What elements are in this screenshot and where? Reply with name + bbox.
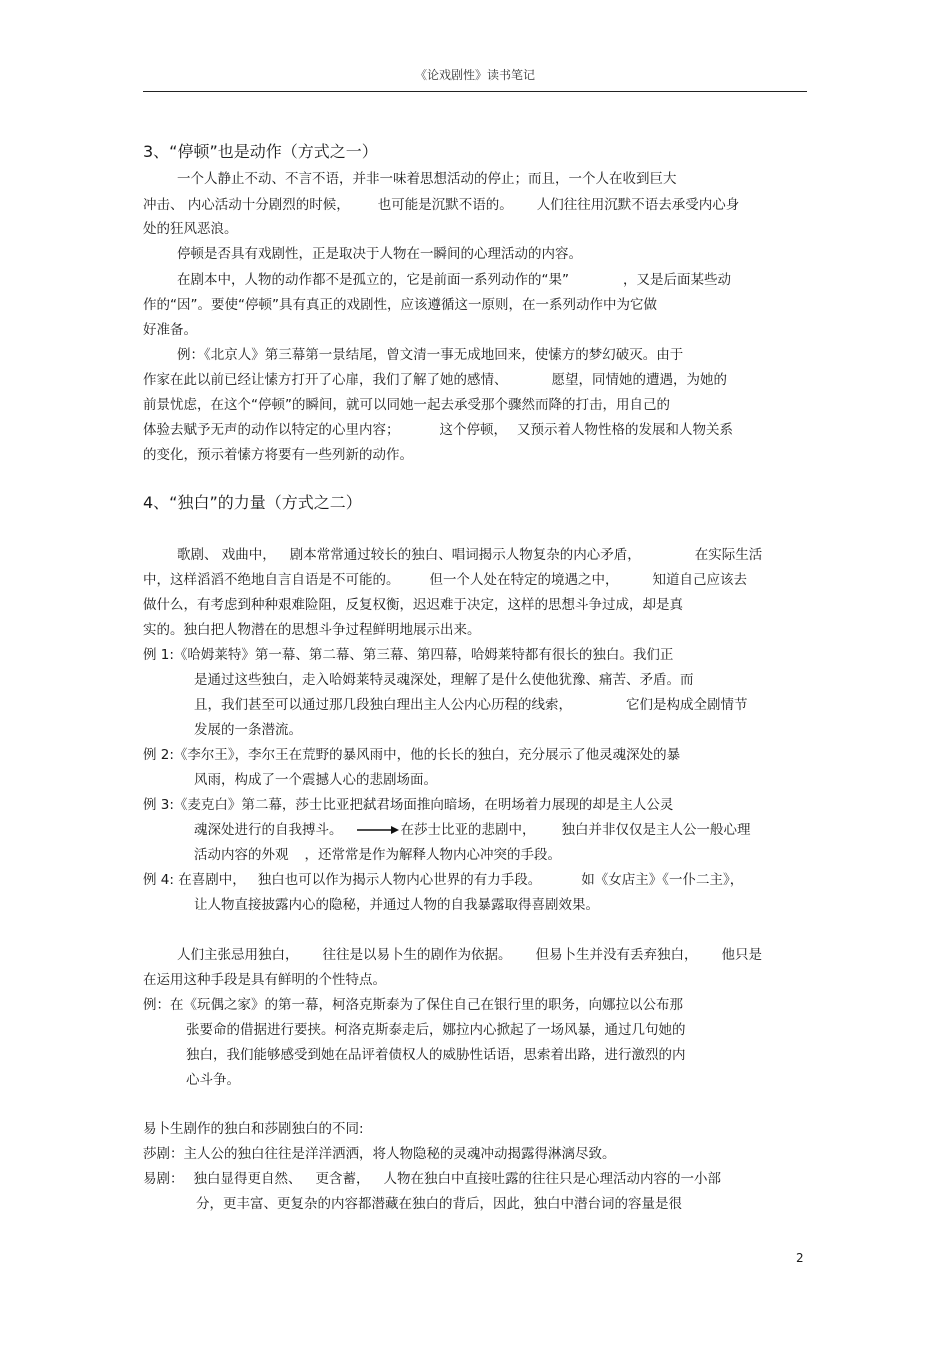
text-segment: 往往是以易卜生的剧作为依据。 (322, 947, 512, 963)
paragraph-line (177, 945, 762, 965)
text-segment: 独白也可以作为揭示人物内心世界的有力手段。 (257, 872, 542, 888)
paragraph-line: 张要命的借据进行要挟。柯洛克斯泰走后，娜拉内心掀起了一场风暴，通过几句她的 (186, 1022, 686, 1038)
paragraph-line: 在运用这种手段是具有鲜明的个性特点。 (143, 972, 386, 988)
text-segment: 且，我们甚至可以通过那几段独白理出主人公内心历程的线索， (194, 697, 572, 713)
paragraph-line (143, 420, 733, 440)
text-segment: 活动内容的外观 (194, 847, 289, 863)
paragraph-line (143, 870, 743, 890)
paragraph-line: 例 1:《哈姆莱特》第一幕、第二幕、第三幕、第四幕，哈姆莱特都有很长的独白。我们正 (143, 647, 674, 663)
text-segment: 愿望，同情她的遭遇，为她的 (551, 372, 727, 388)
paragraph-line (194, 820, 751, 840)
paragraph-line: 一个人静止不动、不言不语，并非一味着思想活动的停止；而且，一个人在收到巨大 (177, 171, 677, 187)
text-segment: 在莎士比亚的悲剧中， (400, 822, 536, 838)
paragraph-line: 例：《北京人》第三幕第一景结尾，曾文清一事无成地回来，使愫方的梦幻破灭。由于 (177, 347, 684, 363)
text-segment: 中，这样滔滔不绝地自言自语是不可能的。 (143, 572, 400, 588)
section-heading: 4、“独白”的力量（方式之二） (143, 493, 362, 512)
paragraph-line (143, 570, 747, 590)
paragraph-line: 的变化，预示着愫方将要有一些列新的动作。 (143, 447, 413, 463)
text-segment: 人物在独白中直接吐露的往往只是心理活动内容的一小部 (383, 1171, 721, 1187)
paragraph-line: 让人物直接披露内心的隐秘，并通过人物的自我暴露取得喜剧效果。 (194, 897, 599, 913)
text-segment: 它们是构成全剧情节 (626, 697, 748, 713)
text-segment: 独白显得更自然、 (193, 1171, 302, 1187)
paragraph-line: 风雨，构成了一个震撼人心的悲剧场面。 (194, 772, 437, 788)
paragraph-line: 莎剧：主人公的独白往往是洋洋洒洒，将人物隐秘的灵魂冲动揭露得淋漓尽致。 (143, 1146, 616, 1162)
text-segment: ，还常常是作为解释人物内心冲突的手段。 (304, 847, 561, 863)
text-segment: 知道自己应该去 (652, 572, 747, 588)
paragraph-line: 实的。独白把人物潜在的思想斗争过程鲜明地展示出来。 (143, 622, 481, 638)
paragraph-line: 停顿是否具有戏剧性，正是取决于人物在一瞬间的心理活动的内容。 (177, 246, 582, 262)
header-divider (143, 91, 807, 92)
paragraph-line (177, 545, 762, 565)
text-segment: 人们往往用沉默不语去承受内心身 (536, 197, 740, 213)
text-segment: 剧本常常通过较长的独白、唱词揭示人物复杂的内心矛盾， (289, 547, 641, 563)
paragraph-line: 例：在《玩偶之家》的第一幕，柯洛克斯泰为了保住自己在银行里的职务，向娜拉以公布那 (143, 997, 683, 1013)
text-segment: 又预示着人物性格的发展和人物关系 (517, 422, 733, 438)
text-segment: 歌剧、 戏曲中， (177, 547, 276, 563)
text-segment: 冲击、 内心活动十分剧烈的时候， (143, 197, 350, 213)
text-segment: ，又是后面某些动 (623, 272, 731, 288)
paragraph-line: 例 3:《麦克白》第二幕，莎士比亚把弑君场面推向暗场，在明场着力展现的却是主人公灵 (143, 797, 674, 813)
paragraph-line (177, 270, 731, 290)
paragraph-line (143, 1169, 721, 1189)
page-number: 2 (796, 1251, 804, 1265)
text-segment: 人们主张忌用独白， (177, 947, 299, 963)
paragraph-line (143, 195, 739, 215)
paragraph-line: 处的狂风恶浪。 (143, 221, 238, 237)
page-header: 《论戏剧性》读书笔记 (414, 68, 535, 82)
text-segment: 在实际生活 (694, 547, 763, 563)
text-segment: 但易卜生并没有丢弃独白， (535, 947, 698, 963)
paragraph-line: 前景忧虑，在这个“停顿”的瞬间，就可以同她一起去承受那个骤然而降的打击，用自己的 (143, 397, 670, 413)
paragraph-line: 分，更丰富、更复杂的内容都潜藏在独白的背后，因此，独白中潜台词的容量是很 (196, 1196, 682, 1212)
paragraph-line: 作的“因”。要使“停顿”具有真正的戏剧性，应该遵循这一原则，在一系列动作中为它做 (143, 297, 657, 313)
text-segment: 更含蓄， (315, 1171, 370, 1187)
text-segment: 如《女店主》《一仆二主》， (581, 872, 744, 888)
paragraph-line: 好准备。 (143, 322, 197, 338)
paragraph-line (194, 695, 748, 715)
text-segment: 作家在此以前已经让愫方打开了心扉，我们了解了她的感情、 (143, 372, 508, 388)
right-arrow-icon (357, 825, 399, 835)
section-heading: 3、“停顿”也是动作（方式之一） (143, 142, 378, 161)
paragraph-line: 独白，我们能够感受到她在品评着债权人的威胁性话语，思索着出路，进行激烈的内 (186, 1047, 686, 1063)
text-segment: 独白并非仅仅是主人公一般心理 (561, 822, 751, 838)
paragraph-line: 例 2:《李尔王》，李尔王在荒野的暴风雨中，他的长长的独白，充分展示了他灵魂深处的暴 (143, 747, 681, 763)
paragraph-line: 易卜生剧作的独白和莎剧独白的不同: (143, 1121, 364, 1137)
text-segment: 这个停顿， (439, 422, 507, 438)
paragraph-line: 心斗争。 (186, 1072, 240, 1088)
paragraph-line: 做什么，有考虑到种种艰难险阻，反复权衡，迟迟难于决定，这样的思想斗争过成，却是真 (143, 597, 683, 613)
text-segment: 他只是 (721, 947, 762, 963)
text-segment: 体验去赋予无声的动作以特定的心里内容； (143, 422, 400, 438)
paragraph-line (194, 845, 561, 865)
paragraph-line: 发展的一条潜流。 (194, 722, 302, 738)
paragraph-line: 是通过这些独白，走入哈姆莱特灵魂深处，理解了是什么使他犹豫、痛苦、矛盾。而 (194, 672, 694, 688)
paragraph-line (143, 370, 727, 390)
text-segment: 易剧： (143, 1171, 184, 1187)
text-segment: 但一个人处在特定的境遇之中， (429, 572, 619, 588)
text-segment: 在剧本中，人物的动作都不是孤立的，它是前面一系列动作的“果” (177, 272, 569, 288)
text-segment: 例 4: 在喜剧中， (143, 872, 246, 888)
text-segment: 魂深处进行的自我搏斗。 (194, 822, 343, 838)
text-segment: 也可能是沉默不语的。 (377, 197, 513, 213)
